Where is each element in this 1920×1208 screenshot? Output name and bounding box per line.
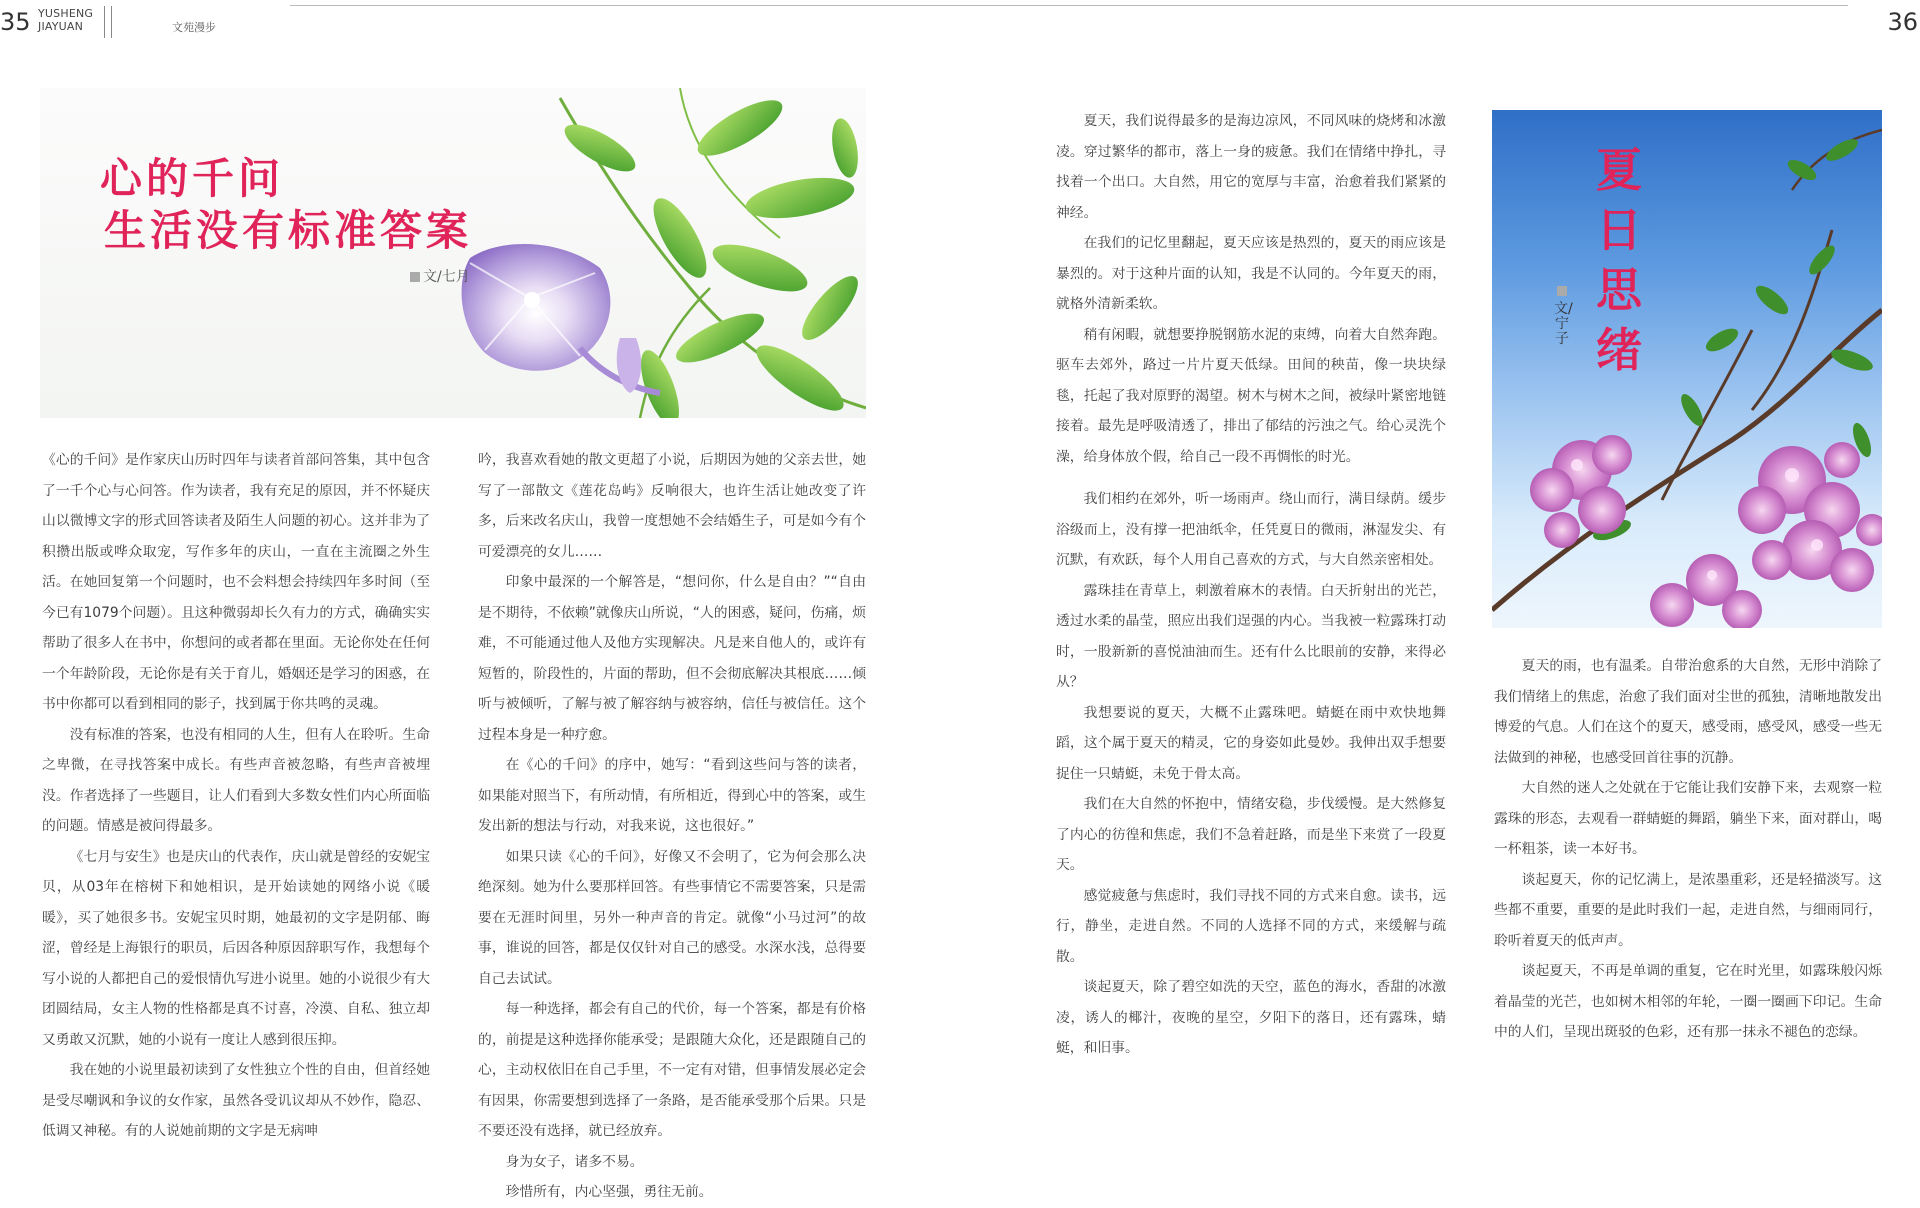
brand-line-1: YUSHENG [38,7,94,20]
byline-text: 文/宁子 [1554,301,1573,347]
paragraph: 稍有闲暇，就想要挣脱钢筋水泥的束缚，向着大自然奔跑。驱车去郊外，路过一片片夏天低绿。田间的秧苗，像一块块绿毯，托起了我对原野的渴望。树木与树木之间，被绿叶紧密地链接着。最先是呼吸清透了，排出了郁结的污浊之气。给心灵洗个澡，给身体放个假，给自己一段不再惆怅的时光。 [1056,326,1446,465]
crape-myrtle-photo [1492,110,1882,628]
article-hero-image [40,88,866,418]
paragraph: 我想要说的夏天，大概不止露珠吧。蜻蜓在雨中欢快地舞蹈，这个属于夏天的精灵，它的身姿如此曼妙。我伸出双手想要捉住一只蜻蜓，未免于骨太高。 [1056,704,1446,782]
paragraph: 谈起夏天，不再是单调的重复，它在时光里，如露珠般闪烁着晶莹的光芒，也如树木相邻的年轮，一圈一圈画下印记。生命中的人们，呈现出斑驳的色彩，还有那一抹永不褪色的恋绿。 [1494,963,1882,1040]
paragraph: 吟，我喜欢看她的散文更超了小说，后期因为她的父亲去世，她写了一部散文《莲花岛屿》反响很大，也许生活让她改变了许多，后来改名庆山，我曾一度想她不会结婚生子，可是如今有个可爱漂亮的女儿…… [478,452,866,560]
article-title-line-1: 心的千问 [100,154,285,203]
article-byline [410,266,470,286]
article-column-3 [1056,106,1446,1064]
article-title-vertical: 夏日思绪 [1596,143,1642,377]
paragraph: 《心的千问》是作家庆山历时四年与读者首部问答集，其中包含了一千个心与心问答。作为读者，我有充足的原因，并不怀疑庆山以微博文字的形式回答读者及陌生人问题的初心。这并非为了积攒出版或哗众取宠，写作多年的庆山，一直在主流圈之外生活。在她回复第一个问题时，也不会料想会持续四年多时间（至今已有1079个问题）。且这种微弱却长久有力的方式，确确实实帮助了很多人在书中，你想问的或者都在里面。无论你处在任何一个年龄阶段，无论你是有关于育儿，婚姻还是学习的困惑，在书中你都可以看到相同的影子，找到属于你共鸣的灵魂。 [42,452,430,712]
header-rule [290,5,1848,6]
header-divider [104,6,105,38]
paragraph: 在《心的千问》的序中，她写：“看到这些问与答的读者，如果能对照当下，有所动情，有所相近，得到心中的答案，或生发出新的想法与行动，对我来说，这也很好。” [478,757,866,834]
paragraph: 感觉疲惫与焦虑时，我们寻找不同的方式来自愈。读书，远行，静坐，走进自然。不同的人选择不同的方式，来缓解与疏散。 [1056,887,1446,965]
paragraph: 我在她的小说里最初读到了女性独立个性的自由，但首经她是受尽嘲讽和争议的女作家，虽然各受讥议却从不妙作，隐忍、低调又神秘。有的人说她前期的文字是无病呻 [42,1062,430,1139]
paragraph: 没有标准的答案，也没有相同的人生，但有人在聆听。生命之卑微，在寻找答案中成长。有些声音被忽略，有些声音被埋没。作者选择了一些题目，让人们看到大多数女性们内心所面临的问题。情感是被问得最多。 [42,726,430,834]
article-column-1 [42,445,430,1147]
paragraph: 身为女子，诸多不易。 [505,1153,644,1170]
paragraph: 《七月与安生》也是庆山的代表作，庆山就是曾经的安妮宝贝，从03年在榕树下和她相识，是开始读她的网络小说《暖暖》，买了她很多书。安妮宝贝时期，她最初的文字是阴郁、晦涩，曾经是上海银行的职员，后因各种原因辞职写作，我想每个写小说的人都把自己的爱恨情仇写进小说里。她的小说很少有大团圆结局，女主人物的性格都是真不讨喜，冷漠、自私、独立却又勇敢又沉默，她的小说有一度让人感到很压抑。 [42,848,430,1048]
paragraph: 大自然的迷人之处就在于它能让我们安静下来，去观察一粒露珠的形态，去观看一群蜻蜓的舞蹈，躺坐下来，面对群山，喝一杯粗茶，读一本好书。 [1494,780,1882,857]
magazine-brand [38,7,93,33]
paragraph: 谈起夏天，除了碧空如洗的天空，蓝色的海水，香甜的冰激凌，诱人的椰汁，夜晚的星空，夕阳下的落日，还有露珠，蜻蜓，和旧事。 [1056,979,1446,1056]
brand-line-2: JIAYUAN [38,20,84,33]
paragraph: 印象中最深的一个解答是，“想问你，什么是自由？”“自由是不期待，不依赖”就像庆山所说，“人的困惑，疑问，伤痛，烦难，不可能通过他人及他方实现解决。凡是来自他人的，或许有短暂的，阶段性的，片面的帮助，但不会彻底解决其根底……倾听与被倾听，了解与被了解容纳与被容纳，信任与被信任。这个过程本身是一种疗愈。 [478,574,866,743]
byline-text: 文/七月 [423,269,470,285]
paragraph: 珍惜所有，内心坚强，勇往无前。 [505,1184,713,1200]
article-column-2 [478,445,866,1208]
paragraph: 夏天的雨，也有温柔。自带治愈系的大自然，无形中消除了我们情绪上的焦虑，治愈了我们面对尘世的孤独，清晰地散发出博爱的气息。人们在这个的夏天，感受雨，感受风，感受一些无法做到的神秘，也感受回首往事的沉静。 [1494,658,1882,766]
paragraph: 我们相约在郊外，听一场雨声。绕山而行，满目绿荫。缓步浴级而上，没有撑一把油纸伞，任凭夏日的微雨，淋湿发尖、有沉默，有欢跃，每个人用自己喜欢的方式，与大自然亲密相处。 [1056,491,1446,568]
page-number-left: 35 [0,8,31,36]
paragraph: 如果只读《心的千问》，好像又不会明了，它为何会那么决绝深刻。她为什么要那样回答。有些事情它不需要答案，只是需要在无涯时间里，另外一种声音的肯定。就像“小马过河”的故事，谁说的回答，都是仅仅针对自己的感受。水深水浅，总得要自己去试试。 [478,848,866,987]
byline-square-icon [410,272,420,282]
section-name: 文苑漫步 [172,21,216,34]
paragraph: 谈起夏天，你的记忆满上，是浓墨重彩，还是轻描淡写。这些都不重要，重要的是此时我们一起，走进自然，与细雨同行，聆听着夏天的低声声。 [1494,871,1882,949]
paragraph: 在我们的记忆里翻起，夏天应该是热烈的，夏天的雨应该是暴烈的。对于这种片面的认知，我是不认同的。今年夏天的雨，就格外清新柔软。 [1056,235,1446,312]
article-column-4 [1494,651,1882,1048]
paragraph: 每一种选择，都会有自己的代价，每一个答案，都是有价格的，前提是这种选择你能承受；是跟随大众化，还是跟随自己的心，主动权依旧在自己手里，不一定有对错，但事情发展必定会有因果，你需要想到选择了一条路，是否能承受那个后果。只是不要还没有选择，就已经放弃。 [478,1001,866,1139]
page-number-right: 36 [1887,8,1918,36]
header-divider [111,6,112,38]
paragraph: 露珠挂在青草上，刺激着麻木的表情。白天折射出的光芒，透过水柔的晶莹，照应出我们逞强的内心。当我被一粒露珠打动时，一股新新的喜悦油油而生。还有什么比眼前的安静，来得必从？ [1056,582,1446,690]
paragraph: 夏天，我们说得最多的是海边凉风，不同风味的烧烤和冰激凌。穿过繁华的都市，落上一身的疲惫。我们在情绪中挣扎，寻找着一个出口。大自然，用它的宽厚与丰富，治愈着我们紧紧的神经。 [1056,113,1446,221]
byline-square-icon [1557,286,1567,296]
article-hero-image-2 [1492,110,1882,628]
article-title-line-2: 生活没有标准答案 [104,206,473,255]
paragraph: 我们在大自然的怀抱中，情绪安稳，步伐缓慢。是大然修复了内心的彷徨和焦虑，我们不急着赶路，而是坐下来赏了一段夏天。 [1056,796,1446,873]
article-byline-vertical [1554,286,1573,347]
